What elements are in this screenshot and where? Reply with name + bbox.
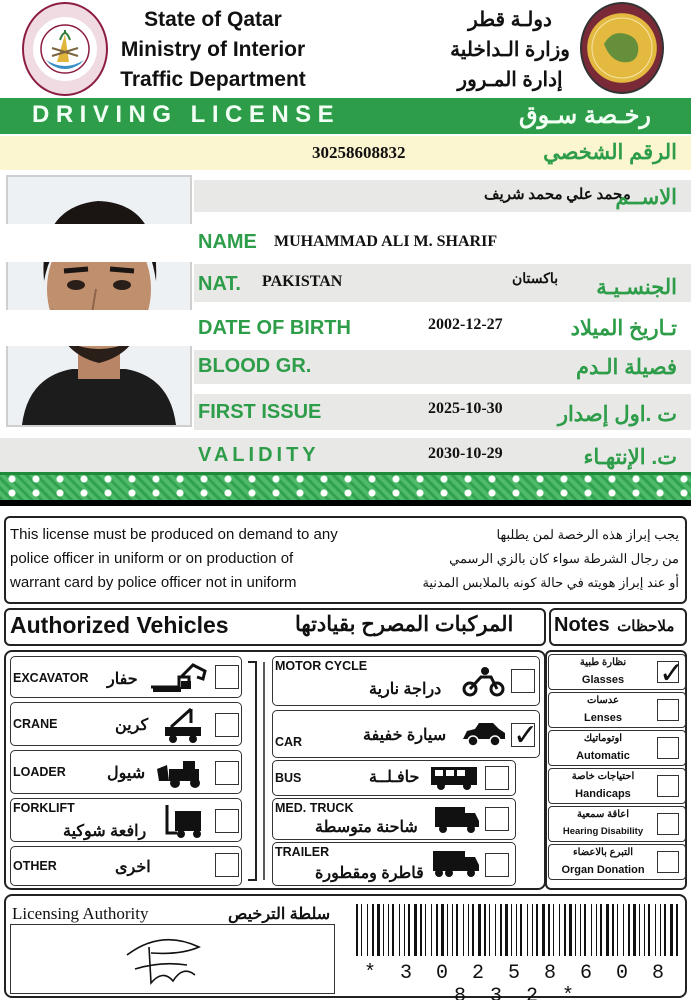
- note-label-ar: التبرع بالاعضاء: [572, 847, 634, 858]
- vehicle-label-en: LOADER: [13, 765, 66, 779]
- qatar-emblem-icon: [22, 2, 108, 96]
- note-label-ar: احتياجات خاصة: [571, 771, 635, 782]
- license-back: [0, 506, 691, 1000]
- vehicle-label-en: EXCAVATOR: [13, 671, 89, 685]
- dob-value: 2002-12-27: [428, 316, 503, 333]
- header-arabic: [440, 5, 580, 95]
- automatic-checkbox[interactable]: [657, 737, 679, 759]
- hearing-disability-checkbox[interactable]: [657, 813, 679, 835]
- first-issue-label-en: FIRST ISSUE: [198, 401, 322, 423]
- name-ar-value: محمد علي محمد شريف: [484, 187, 631, 203]
- vehicle-label-en: FORKLIFT: [13, 801, 75, 815]
- vehicle-bracket-icon: [244, 656, 268, 886]
- license-title-ar: رخـصة سـوق: [519, 102, 651, 129]
- vehicle-loader: [10, 750, 242, 794]
- vehicle-crane: [10, 702, 242, 746]
- car-icon: [461, 721, 507, 747]
- header-state: State of Qatar: [144, 8, 282, 31]
- car-checkbox[interactable]: [511, 723, 535, 747]
- blood-group-label-ar: فصيلة الـدم: [575, 356, 677, 379]
- crane-truck-icon: [161, 707, 207, 743]
- vehicle-label-ar: اخرى: [115, 859, 151, 876]
- excavator-checkbox[interactable]: [215, 665, 239, 689]
- vehicle-label-ar: قاطرة ومقطورة: [315, 865, 424, 882]
- gcc-emblem-icon: [580, 2, 664, 94]
- barcode-number: * 3 0 2 5 8 6 0 8 8 3 2 *: [363, 962, 671, 1000]
- vehicle-label-en: MOTOR CYCLE: [275, 659, 368, 673]
- note-label-en: Glasses: [581, 674, 625, 686]
- notice-en-line: This license must be produced on demand to any: [10, 526, 338, 543]
- loader-checkbox[interactable]: [215, 761, 239, 785]
- motorcycle-icon: [461, 665, 507, 697]
- name-label-ar: الاســم: [615, 186, 677, 209]
- note-label-ar: اوتوماتيك: [583, 733, 623, 744]
- personal-number-label-ar: الرقم الشخصي: [543, 141, 677, 164]
- vehicle-label-ar: حفار: [107, 671, 138, 688]
- lenses-checkbox[interactable]: [657, 699, 679, 721]
- validity-label-ar: ت. الإنتهـاء: [583, 446, 677, 469]
- vehicle-label-ar: سيارة خفيفة: [363, 727, 447, 744]
- organ-donation-checkbox[interactable]: [657, 851, 679, 873]
- licensing-authority-ar: سلطة الترخيص: [228, 906, 331, 923]
- vehicle-label-ar: دراجة نارية: [369, 681, 442, 698]
- vehicle-other: [10, 846, 242, 886]
- validity-label-en: VALIDITY: [198, 444, 320, 466]
- medium-truck-checkbox[interactable]: [485, 807, 509, 831]
- header-english: [108, 5, 318, 95]
- card-header: [0, 0, 691, 98]
- blood-group-row: [0, 350, 691, 384]
- bus-icon: [429, 765, 479, 791]
- vehicle-forklift: [10, 798, 242, 842]
- license-title-en: DRIVING LICENSE: [32, 101, 341, 128]
- dob-row: [0, 310, 691, 346]
- authorized-title-ar: المركبات المصرح بقيادتها: [295, 613, 514, 636]
- barcode-icon: [352, 902, 682, 958]
- vehicle-trailer: [272, 842, 516, 886]
- note-hearing-disability: [548, 806, 686, 842]
- notice-en-line: warrant card by police officer not in uniform: [10, 574, 297, 591]
- notes-title: [554, 614, 674, 637]
- vehicle-label-en: CRANE: [13, 717, 58, 731]
- vehicle-label-ar: كرين: [115, 717, 149, 734]
- vehicle-medium-truck: [272, 798, 516, 840]
- nationality-en-value: PAKISTAN: [262, 273, 343, 290]
- signature-icon: [11, 925, 333, 991]
- vehicle-label-en: TRAILER: [275, 845, 330, 859]
- notes-title-en: Notes: [554, 614, 610, 636]
- licensing-authority-en: Licensing Authority: [12, 904, 149, 923]
- notice-arabic: [422, 523, 679, 595]
- handicaps-checkbox[interactable]: [657, 775, 679, 797]
- dob-label-ar: تـاريخ الميلاد: [570, 317, 677, 340]
- truck-icon: [433, 805, 481, 835]
- note-lenses: [548, 692, 686, 728]
- motorcycle-checkbox[interactable]: [511, 669, 535, 693]
- loader-icon: [155, 759, 207, 789]
- forklift-checkbox[interactable]: [215, 809, 239, 833]
- crane-checkbox[interactable]: [215, 713, 239, 737]
- other-checkbox[interactable]: [215, 853, 239, 877]
- notice-en-line: police officer in uniform or on production of: [10, 550, 294, 567]
- bus-checkbox[interactable]: [485, 766, 509, 790]
- note-handicaps: [548, 768, 686, 804]
- note-label-en: Hearing Disability: [562, 826, 644, 837]
- notice-ar-line: أو عند إبراز هويته في حالة كونه بالملابس المدنية: [422, 575, 679, 590]
- header-department-ar: إدارة المـرور: [457, 69, 563, 91]
- note-label-en: Lenses: [584, 712, 622, 724]
- first-issue-value: 2025-10-30: [428, 400, 503, 417]
- vehicle-excavator: [10, 656, 242, 698]
- nationality-label-en: NAT.: [198, 273, 241, 295]
- personal-number-value: 30258608832: [312, 143, 406, 162]
- blood-group-label-en: BLOOD GR.: [198, 355, 312, 377]
- vehicle-label-ar: رافعة شوكية: [63, 823, 147, 840]
- first-issue-row: [0, 394, 691, 430]
- note-label-en: Handicaps: [575, 788, 631, 800]
- name-label-en: NAME: [198, 231, 257, 253]
- nationality-ar-value: باكستان: [512, 272, 559, 287]
- note-organ-donation: [548, 844, 686, 880]
- validity-row: [0, 438, 691, 472]
- note-label-ar: نظارة طبية: [579, 657, 627, 668]
- validity-value: 2030-10-29: [428, 445, 503, 462]
- vehicle-label-ar: شاحنة متوسطة: [315, 819, 418, 836]
- notice-ar-line: من رجال الشرطة سواء كان بالزي الرسمي: [449, 551, 679, 566]
- license-title-band: [0, 98, 691, 134]
- trailer-icon: [431, 849, 481, 879]
- header-department: Traffic Department: [120, 68, 306, 91]
- glasses-checkbox[interactable]: [657, 661, 679, 683]
- nationality-label-ar: الجنسـيـة: [596, 276, 677, 299]
- note-glasses: [548, 654, 686, 690]
- note-label-en: Organ Donation: [561, 864, 645, 876]
- vehicle-label-en: CAR: [275, 735, 303, 749]
- notice-english: [10, 523, 338, 595]
- forklift-icon: [163, 803, 209, 839]
- authorized-title-en: Authorized Vehicles: [10, 612, 229, 638]
- note-automatic: [548, 730, 686, 766]
- vehicle-label-en: MED. TRUCK: [275, 801, 354, 815]
- signature-box: [10, 924, 335, 994]
- dob-label-en: DATE OF BIRTH: [198, 317, 351, 339]
- vehicle-label-en: OTHER: [13, 859, 57, 873]
- name-en-value: MUHAMMAD ALI M. SHARIF: [274, 233, 498, 250]
- excavator-icon: [149, 663, 207, 693]
- header-ministry: Ministry of Interior: [120, 38, 306, 61]
- nationality-row: [0, 264, 691, 302]
- vehicle-car: [272, 710, 540, 758]
- vehicle-label-ar: شيول: [107, 765, 146, 782]
- name-en-row: [0, 224, 691, 262]
- vehicle-motorcycle: [272, 656, 540, 706]
- trailer-checkbox[interactable]: [485, 853, 509, 877]
- notes-title-ar: ملاحظات: [617, 618, 675, 635]
- decorative-pattern: [0, 472, 691, 500]
- note-label-en: Automatic: [576, 750, 630, 762]
- first-issue-label-ar: ت .اول إصدار: [557, 403, 677, 426]
- personal-number-row: [0, 136, 691, 170]
- vehicle-label-en: BUS: [275, 771, 302, 785]
- header-ministry-ar: وزارة الـداخلية: [450, 39, 570, 61]
- notice-ar-line: يجب إبراز هذه الرخصة لمن يطلبها: [496, 527, 679, 542]
- note-label-ar: اعاقة سمعية: [576, 809, 630, 820]
- name-ar-row: [0, 180, 691, 212]
- header-state-ar: دولـة قطر: [468, 9, 552, 31]
- note-label-ar: عدسات: [586, 695, 620, 706]
- vehicle-label-ar: حافـلــة: [369, 769, 420, 786]
- vehicle-bus: [272, 760, 516, 796]
